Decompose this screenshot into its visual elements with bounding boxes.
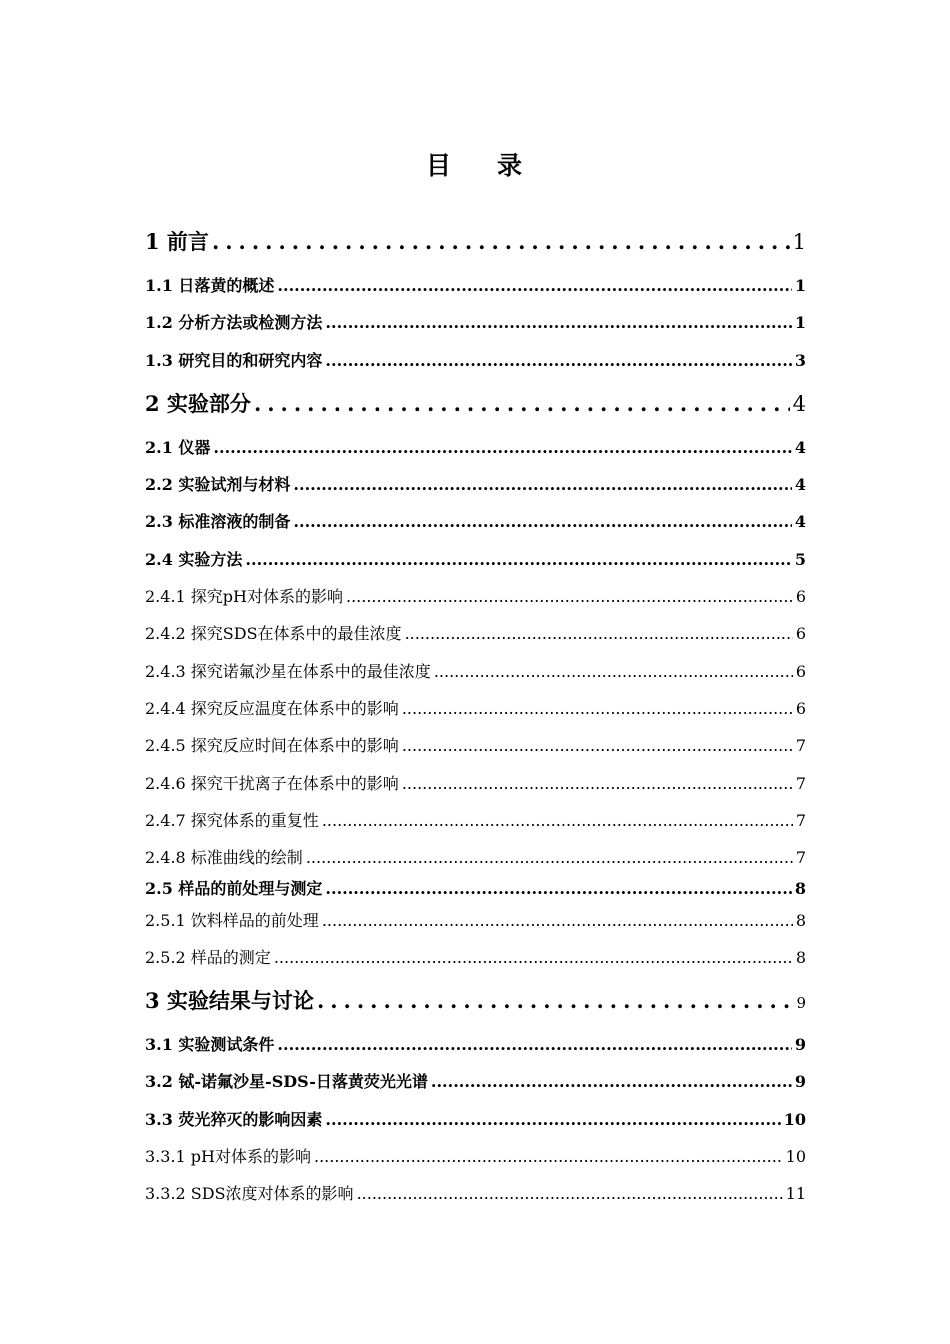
toc-entry-page: 8 [794, 879, 806, 898]
toc-entry-page: 4 [794, 438, 806, 457]
dot-leader [434, 662, 793, 681]
dot-leader [277, 1035, 791, 1054]
toc-entry-label: 2.4.1 探究pH对体系的影响 [145, 587, 343, 606]
toc-entry-label: 2.4.5 探究反应时间在体系中的影响 [145, 736, 399, 755]
toc-entry-2-4-8[interactable] [145, 845, 806, 868]
dot-leader [322, 911, 793, 930]
toc-entry-label: 2.4.4 探究反应温度在体系中的影响 [145, 699, 399, 718]
toc-entry-page: 1 [792, 230, 806, 254]
toc-entry-2-3[interactable] [145, 509, 806, 532]
toc-entry-2-4-5[interactable] [145, 733, 806, 756]
dot-leader [402, 774, 793, 793]
toc-entry-page: 9 [794, 1072, 806, 1091]
toc-entry-label: 3.3 荧光猝灭的影响因素 [145, 1110, 323, 1129]
toc-entry-page: 10 [783, 1110, 806, 1129]
toc-entry-2-4-7[interactable] [145, 808, 806, 831]
toc-entry-label: 3.1 实验测试条件 [145, 1035, 275, 1054]
toc-entry-label: 2.4.6 探究干扰离子在体系中的影响 [145, 774, 399, 793]
toc-entry-2-1[interactable] [145, 435, 806, 458]
toc-entry-3-1[interactable] [145, 1032, 806, 1055]
toc-entry-page: 6 [795, 662, 806, 681]
toc-entry-2-4-6[interactable] [145, 771, 806, 794]
toc-entry-page: 4 [794, 512, 806, 531]
toc-entry-label: 2.4.8 标准曲线的绘制 [145, 848, 303, 867]
dot-leader [306, 848, 793, 867]
dot-leader [346, 587, 793, 606]
title-char-2: 录 [497, 151, 525, 180]
dot-leader [317, 988, 794, 1013]
toc-entry-page: 6 [795, 624, 806, 643]
toc-entry-page: 9 [796, 994, 806, 1012]
toc-entry-label: 2.5.1 饮料样品的前处理 [145, 911, 319, 930]
toc-entry-2-4-4[interactable] [145, 696, 806, 719]
toc-entry-label: 2.5.2 样品的测定 [145, 948, 271, 967]
toc-entry-2-4-3[interactable] [145, 659, 806, 682]
toc-entry-1-3[interactable] [145, 348, 806, 371]
toc-entry-1-2[interactable] [145, 310, 806, 333]
dot-leader [325, 879, 791, 898]
toc-entry-label: 2.1 仪器 [145, 438, 211, 457]
toc-entry-label: 2.4.7 探究体系的重复性 [145, 811, 319, 830]
toc-entry-page: 4 [794, 475, 806, 494]
dot-leader [277, 276, 791, 295]
toc-entry-2-5-2[interactable] [145, 945, 806, 968]
dot-leader [431, 1072, 792, 1091]
toc-entry-label: 3.3.1 pH对体系的影响 [145, 1147, 311, 1166]
toc-entry-2-4[interactable] [145, 547, 806, 570]
toc-entry-page: 10 [785, 1147, 806, 1166]
toc-entry-page: 7 [795, 848, 806, 867]
toc-entry-page: 11 [785, 1184, 806, 1203]
dot-leader [293, 475, 791, 494]
toc-entry-2-2[interactable] [145, 472, 806, 495]
dot-leader [357, 1184, 783, 1203]
toc-entry-chapter-2[interactable] [145, 388, 806, 418]
toc-entry-label: 2.4.3 探究诺氟沙星在体系中的最佳浓度 [145, 662, 431, 681]
toc-entry-3-2[interactable] [145, 1069, 806, 1092]
toc-entry-label: 2.4.2 探究SDS在体系中的最佳浓度 [145, 624, 402, 643]
toc-entry-label: 1.2 分析方法或检测方法 [145, 313, 323, 332]
dot-leader [402, 736, 793, 755]
toc-entry-label: 1 前言 [145, 229, 209, 254]
toc-entry-label: 3.2 铽-诺氟沙星-SDS-日落黄荧光光谱 [145, 1072, 428, 1091]
toc-entry-label: 1.3 研究目的和研究内容 [145, 351, 323, 370]
dot-leader [254, 391, 790, 416]
dot-leader [325, 313, 791, 332]
toc-entry-page: 9 [794, 1035, 806, 1054]
toc-entry-3-3-1[interactable] [145, 1144, 806, 1167]
toc-entry-2-5[interactable] [145, 876, 806, 899]
dot-leader [293, 512, 791, 531]
toc-entry-page: 1 [794, 276, 806, 295]
toc-entry-page: 8 [795, 911, 806, 930]
toc-entry-label: 2.5 样品的前处理与测定 [145, 879, 323, 898]
dot-leader [274, 948, 793, 967]
title-char-1: 目 [425, 151, 453, 180]
toc-entry-page: 5 [794, 550, 806, 569]
toc-entry-label: 2.2 实验试剂与材料 [145, 475, 291, 494]
page-title [0, 146, 950, 182]
toc-entry-2-4-1[interactable] [145, 584, 806, 607]
toc-entry-3-3[interactable] [145, 1107, 806, 1130]
toc-entry-3-3-2[interactable] [145, 1181, 806, 1204]
toc-entry-1-1[interactable] [145, 273, 806, 296]
toc-entry-label: 2.3 标准溶液的制备 [145, 512, 291, 531]
dot-leader [213, 438, 791, 457]
dot-leader [325, 351, 791, 370]
toc-entry-label: 2.4 实验方法 [145, 550, 243, 569]
dot-leader [245, 550, 791, 569]
toc-entry-label: 3 实验结果与讨论 [145, 988, 314, 1013]
toc-entry-page: 6 [795, 699, 806, 718]
toc-entry-label: 1.1 日落黄的概述 [145, 276, 275, 295]
dot-leader [402, 699, 793, 718]
toc-entry-page: 6 [795, 587, 806, 606]
toc-entry-2-5-1[interactable] [145, 908, 806, 931]
dot-leader [405, 624, 793, 643]
toc-entry-page: 4 [792, 392, 806, 416]
toc-entry-2-4-2[interactable] [145, 621, 806, 644]
toc-entry-page: 7 [795, 811, 806, 830]
toc-entry-label: 2 实验部分 [145, 391, 251, 416]
toc-entry-chapter-3[interactable] [145, 985, 806, 1015]
dot-leader [322, 811, 793, 830]
toc-entry-page: 7 [795, 774, 806, 793]
toc-entry-page: 1 [794, 313, 806, 332]
dot-leader [325, 1110, 780, 1129]
toc-entry-chapter-1[interactable] [145, 226, 806, 256]
toc-entry-label: 3.3.2 SDS浓度对体系的影响 [145, 1184, 354, 1203]
toc-entry-page: 7 [795, 736, 806, 755]
dot-leader [314, 1147, 783, 1166]
dot-leader [212, 229, 790, 254]
toc-entry-page: 8 [795, 948, 806, 967]
toc-entry-page: 3 [794, 351, 806, 370]
